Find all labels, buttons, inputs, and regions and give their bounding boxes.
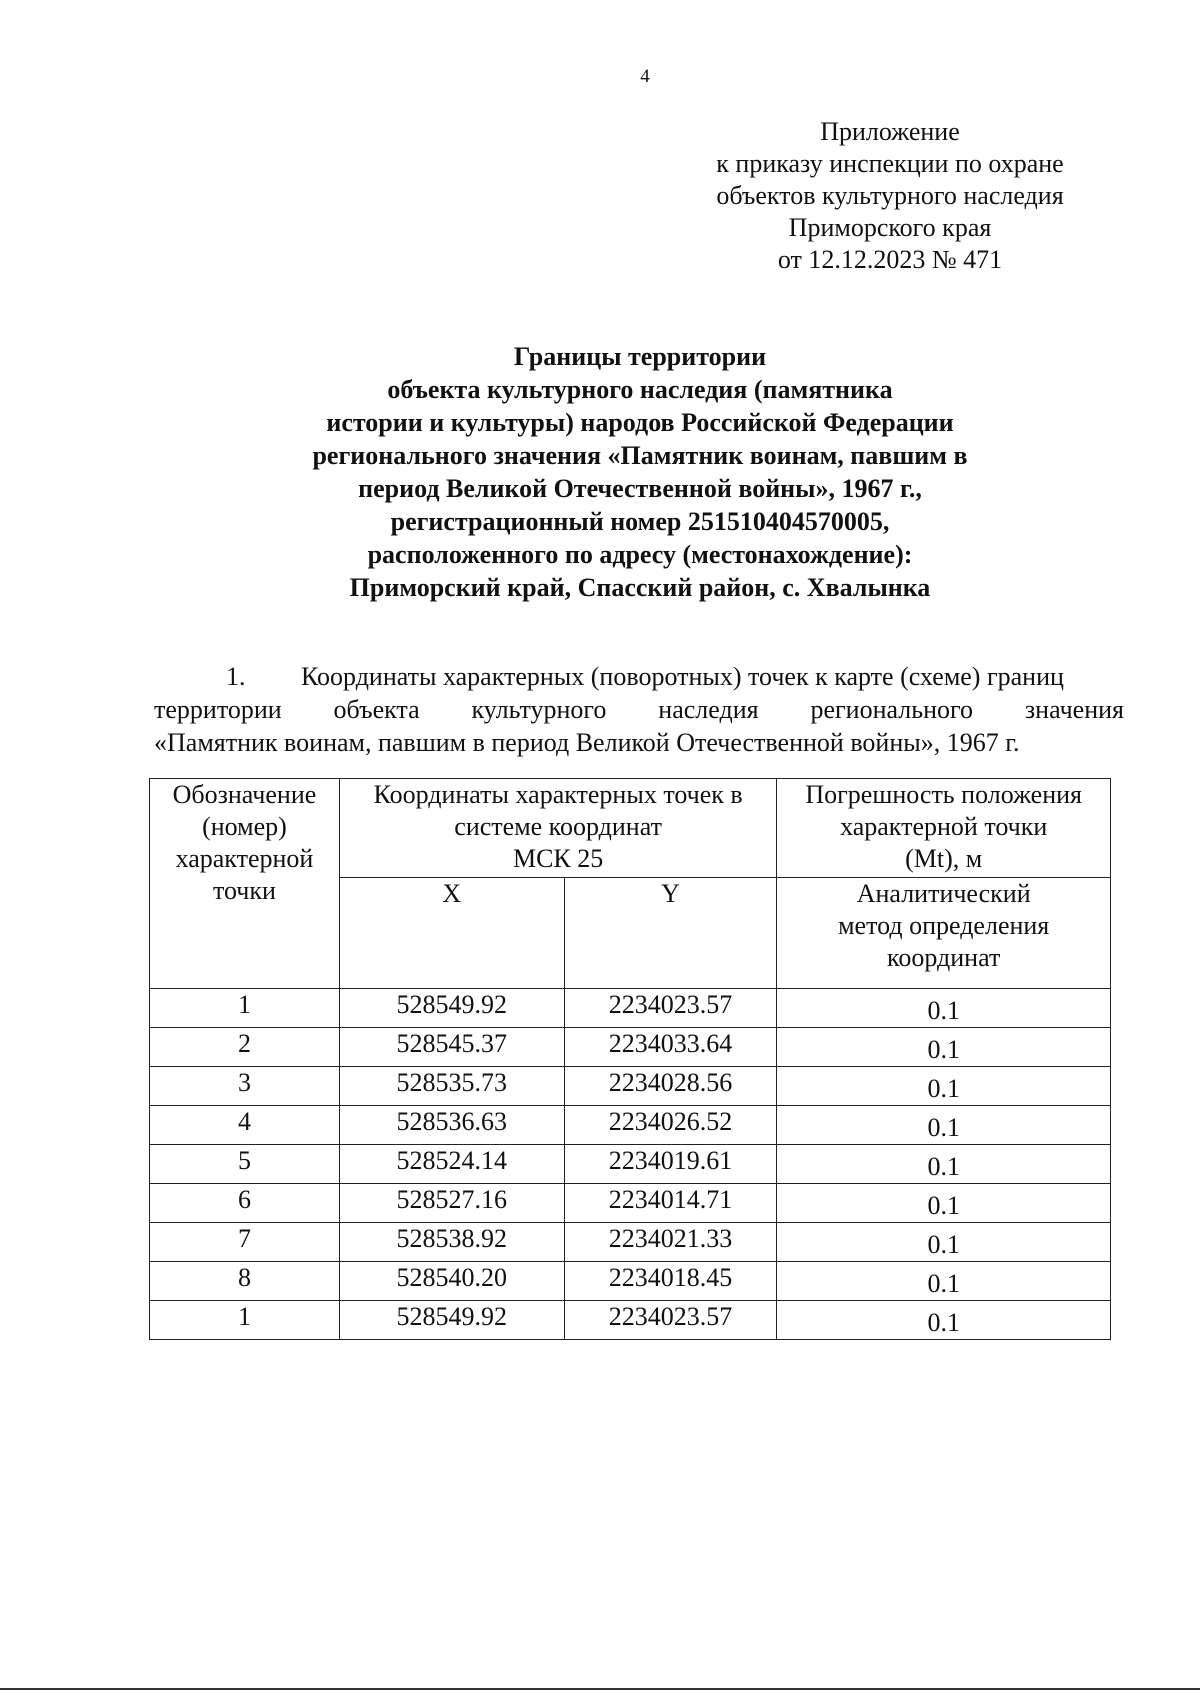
coordinates-table xyxy=(149,778,1111,1340)
cell-point: 8 xyxy=(150,1262,340,1301)
table-row xyxy=(150,1262,1111,1301)
cell-point: 7 xyxy=(150,1223,340,1262)
paragraph-line xyxy=(154,660,1124,693)
cell-y: 2234014.71 xyxy=(564,1184,777,1223)
cell-point: 1 xyxy=(150,989,340,1028)
cell-x: 528549.92 xyxy=(339,989,564,1028)
title-line: период Великой Отечественной войны», 1967 г., xyxy=(358,474,922,503)
header-designation: Обозначение (номер) характерной точки xyxy=(150,779,340,989)
cell-mt: 0.1 xyxy=(777,1301,1111,1340)
title-line: Приморский край, Спасский район, с. Хвалынка xyxy=(349,573,931,602)
cell-point: 5 xyxy=(150,1145,340,1184)
title-line: регистрационный номер 251510404570005, xyxy=(390,507,890,536)
title-line: истории и культуры) народов Российской Федерации xyxy=(326,408,954,437)
cell-point: 6 xyxy=(150,1184,340,1223)
header-coordinates: Координаты характерных точек в системе координат МСК 25 xyxy=(339,779,776,878)
cell-x: 528535.73 xyxy=(339,1067,564,1106)
cell-y: 2234023.57 xyxy=(564,1301,777,1340)
appendix-line: к приказу инспекции по охране xyxy=(716,149,1064,178)
cell-x: 528549.92 xyxy=(339,1301,564,1340)
header-y: Y xyxy=(564,878,777,989)
cell-y: 2234026.52 xyxy=(564,1106,777,1145)
table-row xyxy=(150,1223,1111,1262)
table-row xyxy=(150,1145,1111,1184)
cell-point: 4 xyxy=(150,1106,340,1145)
cell-y: 2234019.61 xyxy=(564,1145,777,1184)
paragraph-line: «Памятник воинам, павшим в период Великой Отечественной войны», 1967 г. xyxy=(154,728,1020,757)
table-row xyxy=(150,1184,1111,1223)
cell-mt: 0.1 xyxy=(777,1223,1111,1262)
paragraph-text: Координаты характерных (поворотных) точек к карте (схеме) границ xyxy=(301,662,1064,691)
cell-mt: 0.1 xyxy=(777,989,1111,1028)
cell-x: 528524.14 xyxy=(339,1145,564,1184)
title-line: объекта культурного наследия (памятника xyxy=(387,375,893,404)
cell-mt: 0.1 xyxy=(777,1028,1111,1067)
appendix-line: Приложение xyxy=(820,117,960,146)
page-number: 4 xyxy=(640,66,650,87)
header-method: Аналитический метод определения координат xyxy=(777,878,1111,989)
paragraph-line: территории объекта культурного наследия регионального значения xyxy=(154,695,1124,724)
appendix-block xyxy=(680,116,1100,276)
title-line: расположенного по адресу (местонахождение): xyxy=(367,540,913,569)
document-title xyxy=(200,340,1080,604)
cell-y: 2234023.57 xyxy=(564,989,777,1028)
cell-x: 528538.92 xyxy=(339,1223,564,1262)
table-row xyxy=(150,1028,1111,1067)
section-paragraph xyxy=(154,660,1124,759)
title-line: регионального значения «Памятник воинам, павшим в xyxy=(312,441,968,470)
cell-x: 528536.63 xyxy=(339,1106,564,1145)
header-x: X xyxy=(339,878,564,989)
cell-mt: 0.1 xyxy=(777,1262,1111,1301)
cell-mt: 0.1 xyxy=(777,1145,1111,1184)
title-line: Границы территории xyxy=(513,342,767,371)
cell-y: 2234018.45 xyxy=(564,1262,777,1301)
cell-mt: 0.1 xyxy=(777,1067,1111,1106)
cell-x: 528527.16 xyxy=(339,1184,564,1223)
table-row xyxy=(150,1067,1111,1106)
cell-y: 2234033.64 xyxy=(564,1028,777,1067)
scan-edge-line xyxy=(0,1688,1200,1690)
header-error: Погрешность положения характерной точки (Mt), м xyxy=(777,779,1111,878)
cell-mt: 0.1 xyxy=(777,1106,1111,1145)
table-row xyxy=(150,1301,1111,1340)
table-header-row xyxy=(150,779,1111,878)
cell-mt: 0.1 xyxy=(777,1184,1111,1223)
paragraph-number: 1. xyxy=(226,662,246,691)
table-row xyxy=(150,1106,1111,1145)
appendix-line: Приморского края xyxy=(788,213,992,242)
cell-y: 2234021.33 xyxy=(564,1223,777,1262)
cell-point: 2 xyxy=(150,1028,340,1067)
cell-y: 2234028.56 xyxy=(564,1067,777,1106)
cell-x: 528540.20 xyxy=(339,1262,564,1301)
cell-point: 3 xyxy=(150,1067,340,1106)
appendix-line: от 12.12.2023 № 471 xyxy=(777,245,1003,274)
cell-point: 1 xyxy=(150,1301,340,1340)
table-row xyxy=(150,989,1111,1028)
cell-x: 528545.37 xyxy=(339,1028,564,1067)
appendix-line: объектов культурного наследия xyxy=(716,181,1064,210)
